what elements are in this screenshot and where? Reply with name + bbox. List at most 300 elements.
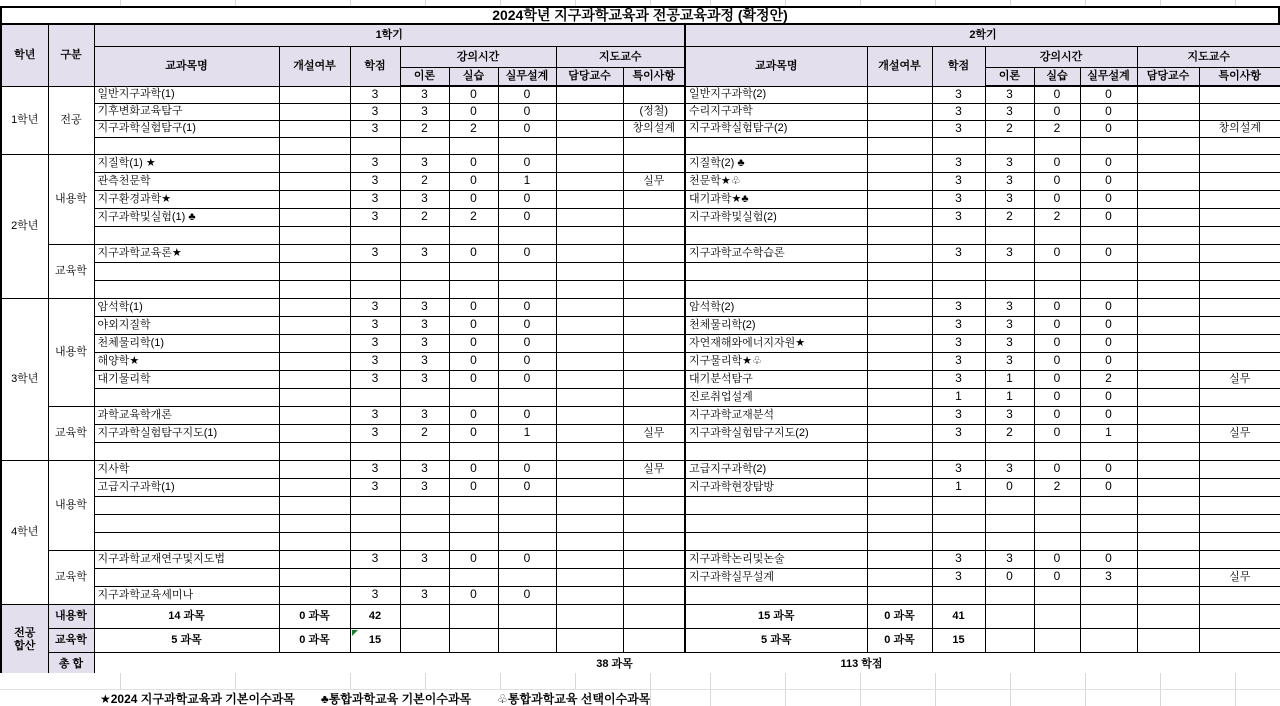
sem2-credits[interactable]: 3 [932, 208, 985, 226]
sem2-design-hours[interactable]: 0 [1080, 406, 1137, 424]
sem1-practice-hours[interactable] [449, 568, 498, 586]
sem2-practice-hours[interactable]: 0 [1034, 86, 1080, 103]
sem2-professor[interactable] [1137, 514, 1199, 532]
sem2-course-name[interactable] [685, 586, 867, 604]
sem2-offered[interactable] [867, 208, 932, 226]
sem2-design-hours[interactable] [1080, 226, 1137, 244]
sem2-credits[interactable] [932, 442, 985, 460]
sem1-theory-hours[interactable]: 3 [400, 154, 449, 172]
sem1-course-name[interactable]: 지구과학실험탐구(1) [94, 120, 279, 137]
sem1-professor[interactable] [556, 86, 623, 103]
sem1-design-hours[interactable] [498, 388, 556, 406]
sem2-practice-hours[interactable]: 0 [1034, 370, 1080, 388]
sem1-practice-hours[interactable]: 0 [449, 154, 498, 172]
sem1-course-name[interactable] [94, 388, 279, 406]
sem1-theory-hours[interactable]: 3 [400, 86, 449, 103]
summary-empty-cell[interactable] [1199, 628, 1280, 652]
sem1-note[interactable] [623, 244, 685, 262]
sem2-credits[interactable]: 3 [932, 550, 985, 568]
sem2-practice-hours[interactable]: 0 [1034, 352, 1080, 370]
sem1-theory-hours[interactable]: 3 [400, 190, 449, 208]
sem1-course-name[interactable]: 암석학(1) [94, 298, 279, 316]
sem1-offered[interactable] [279, 514, 350, 532]
sem2-theory-hours[interactable]: 3 [985, 86, 1034, 103]
sem2-practice-hours[interactable]: 0 [1034, 190, 1080, 208]
sem1-theory-hours[interactable]: 2 [400, 172, 449, 190]
summary-content-courses-s1[interactable]: 14 과목 [94, 604, 279, 628]
sem2-note[interactable] [1199, 334, 1280, 352]
sem1-credits[interactable]: 3 [350, 103, 400, 120]
sem2-offered[interactable] [867, 442, 932, 460]
sem2-offered[interactable] [867, 550, 932, 568]
sem2-theory-hours[interactable]: 3 [985, 172, 1034, 190]
sem1-professor[interactable] [556, 586, 623, 604]
sem2-note[interactable]: 실무 [1199, 424, 1280, 442]
sem2-theory-hours[interactable] [985, 586, 1034, 604]
sem1-note[interactable] [623, 154, 685, 172]
sem1-credits[interactable] [350, 568, 400, 586]
sem1-offered[interactable] [279, 406, 350, 424]
sem2-offered[interactable] [867, 120, 932, 137]
sem1-professor[interactable] [556, 496, 623, 514]
sem1-course-name[interactable]: 지구과학교육론★ [94, 244, 279, 262]
sem2-practice-hours[interactable] [1034, 442, 1080, 460]
sem1-note[interactable] [623, 316, 685, 334]
sem2-offered[interactable] [867, 370, 932, 388]
sem1-professor[interactable] [556, 406, 623, 424]
sem2-design-hours[interactable]: 0 [1080, 190, 1137, 208]
sem1-course-name[interactable]: 지구과학실험탐구지도(1) [94, 424, 279, 442]
sem1-practice-hours[interactable] [449, 514, 498, 532]
sem2-design-hours[interactable]: 0 [1080, 352, 1137, 370]
sem2-practice-hours[interactable]: 0 [1034, 154, 1080, 172]
sem1-practice-hours[interactable]: 0 [449, 550, 498, 568]
sem2-credits[interactable] [932, 137, 985, 154]
sem2-offered[interactable] [867, 298, 932, 316]
sem2-design-hours[interactable]: 0 [1080, 86, 1137, 103]
sem2-credits[interactable]: 3 [932, 154, 985, 172]
sem2-credits[interactable] [932, 532, 985, 550]
summary-empty-cell[interactable] [1034, 628, 1080, 652]
sem1-design-hours[interactable] [498, 514, 556, 532]
sem1-design-hours[interactable]: 0 [498, 103, 556, 120]
sem2-design-hours[interactable]: 0 [1080, 334, 1137, 352]
sem2-offered[interactable] [867, 226, 932, 244]
sem2-offered[interactable] [867, 514, 932, 532]
sem1-theory-hours[interactable]: 3 [400, 352, 449, 370]
sem2-design-hours[interactable]: 0 [1080, 478, 1137, 496]
sem2-course-name[interactable] [685, 280, 867, 298]
sem1-design-hours[interactable] [498, 442, 556, 460]
sem2-offered[interactable] [867, 568, 932, 586]
sem2-offered[interactable] [867, 262, 932, 280]
sem2-design-hours[interactable]: 0 [1080, 172, 1137, 190]
sem1-credits[interactable]: 3 [350, 334, 400, 352]
sem2-practice-hours[interactable] [1034, 514, 1080, 532]
sem2-professor[interactable] [1137, 86, 1199, 103]
summary-empty-cell[interactable] [449, 628, 498, 652]
sem2-credits[interactable]: 3 [932, 172, 985, 190]
sem2-note[interactable] [1199, 406, 1280, 424]
sem2-professor[interactable] [1137, 226, 1199, 244]
sem1-practice-hours[interactable]: 0 [449, 478, 498, 496]
sem1-offered[interactable] [279, 298, 350, 316]
sem1-theory-hours[interactable]: 3 [400, 370, 449, 388]
sem1-theory-hours[interactable]: 3 [400, 244, 449, 262]
sem1-course-name[interactable]: 야외지질학 [94, 316, 279, 334]
sem2-practice-hours[interactable]: 0 [1034, 298, 1080, 316]
sem2-note[interactable] [1199, 388, 1280, 406]
summary-education-offered-s2[interactable]: 0 과목 [867, 628, 932, 652]
sem2-offered[interactable] [867, 280, 932, 298]
sem1-theory-hours[interactable] [400, 226, 449, 244]
sem2-practice-hours[interactable]: 2 [1034, 478, 1080, 496]
sem2-offered[interactable] [867, 334, 932, 352]
sem2-practice-hours[interactable]: 0 [1034, 334, 1080, 352]
sem1-course-name[interactable] [94, 442, 279, 460]
sem2-credits[interactable]: 1 [932, 478, 985, 496]
sem2-practice-hours[interactable]: 0 [1034, 316, 1080, 334]
sem1-professor[interactable] [556, 388, 623, 406]
sem2-practice-hours[interactable] [1034, 280, 1080, 298]
sem2-professor[interactable] [1137, 262, 1199, 280]
sem1-offered[interactable] [279, 172, 350, 190]
sem2-note[interactable] [1199, 496, 1280, 514]
sem2-offered[interactable] [867, 154, 932, 172]
sem2-professor[interactable] [1137, 460, 1199, 478]
sem1-professor[interactable] [556, 172, 623, 190]
sem1-course-name[interactable]: 지사학 [94, 460, 279, 478]
sem1-theory-hours[interactable] [400, 514, 449, 532]
sem1-professor[interactable] [556, 532, 623, 550]
sem1-offered[interactable] [279, 442, 350, 460]
sem1-design-hours[interactable]: 0 [498, 406, 556, 424]
summary-empty-cell[interactable] [449, 604, 498, 628]
sem2-theory-hours[interactable] [985, 262, 1034, 280]
sem2-professor[interactable] [1137, 550, 1199, 568]
sem1-theory-hours[interactable]: 2 [400, 120, 449, 137]
sem2-design-hours[interactable] [1080, 514, 1137, 532]
sem2-professor[interactable] [1137, 334, 1199, 352]
sem1-credits[interactable]: 3 [350, 172, 400, 190]
sem1-course-name[interactable]: 지구과학및실험(1) ♣ [94, 208, 279, 226]
sem2-theory-hours[interactable]: 3 [985, 406, 1034, 424]
sem2-practice-hours[interactable]: 0 [1034, 244, 1080, 262]
summary-content-offered-s1[interactable]: 0 과목 [279, 604, 350, 628]
sem2-professor[interactable] [1137, 208, 1199, 226]
sem2-professor[interactable] [1137, 424, 1199, 442]
sem1-offered[interactable] [279, 226, 350, 244]
sem1-professor[interactable] [556, 514, 623, 532]
sem1-professor[interactable] [556, 334, 623, 352]
sem1-offered[interactable] [279, 262, 350, 280]
sem2-note[interactable] [1199, 86, 1280, 103]
sem2-practice-hours[interactable]: 0 [1034, 568, 1080, 586]
sem1-practice-hours[interactable]: 0 [449, 406, 498, 424]
sem2-professor[interactable] [1137, 172, 1199, 190]
summary-education-offered-s1[interactable]: 0 과목 [279, 628, 350, 652]
sem1-professor[interactable] [556, 280, 623, 298]
sem2-offered[interactable] [867, 478, 932, 496]
sem1-credits[interactable]: 3 [350, 154, 400, 172]
sem1-credits[interactable] [350, 514, 400, 532]
sem1-note[interactable] [623, 280, 685, 298]
sem2-note[interactable] [1199, 514, 1280, 532]
sem2-note[interactable]: 실무 [1199, 568, 1280, 586]
summary-empty-cell[interactable] [1137, 604, 1199, 628]
sem1-professor[interactable] [556, 262, 623, 280]
sem2-professor[interactable] [1137, 370, 1199, 388]
sem2-credits[interactable] [932, 586, 985, 604]
sem2-course-name[interactable]: 지구과학교수학습론 [685, 244, 867, 262]
sem1-design-hours[interactable]: 0 [498, 478, 556, 496]
sem1-offered[interactable] [279, 352, 350, 370]
sem1-offered[interactable] [279, 550, 350, 568]
sem1-practice-hours[interactable] [449, 532, 498, 550]
sem2-design-hours[interactable]: 2 [1080, 370, 1137, 388]
sem1-course-name[interactable]: 지구환경과학★ [94, 190, 279, 208]
sem2-professor[interactable] [1137, 442, 1199, 460]
sem1-course-name[interactable] [94, 137, 279, 154]
sem1-note[interactable] [623, 334, 685, 352]
summary-empty-cell[interactable] [623, 604, 685, 628]
sem2-theory-hours[interactable] [985, 137, 1034, 154]
sem2-note[interactable] [1199, 586, 1280, 604]
sem1-note[interactable] [623, 406, 685, 424]
summary-empty-cell[interactable] [1080, 604, 1137, 628]
sem2-theory-hours[interactable]: 3 [985, 334, 1034, 352]
sem2-offered[interactable] [867, 190, 932, 208]
sem1-practice-hours[interactable]: 2 [449, 208, 498, 226]
sem1-note[interactable] [623, 262, 685, 280]
sem2-practice-hours[interactable] [1034, 226, 1080, 244]
sem1-design-hours[interactable]: 0 [498, 154, 556, 172]
sem1-professor[interactable] [556, 244, 623, 262]
sem1-professor[interactable] [556, 352, 623, 370]
sem1-practice-hours[interactable]: 2 [449, 120, 498, 137]
sem2-theory-hours[interactable] [985, 496, 1034, 514]
sem2-course-name[interactable]: 지구과학실험탐구(2) [685, 120, 867, 137]
sem1-professor[interactable] [556, 298, 623, 316]
sem2-note[interactable] [1199, 244, 1280, 262]
sem1-credits[interactable]: 3 [350, 298, 400, 316]
sem1-credits[interactable]: 3 [350, 586, 400, 604]
sem1-design-hours[interactable]: 0 [498, 352, 556, 370]
sem2-note[interactable] [1199, 172, 1280, 190]
sem2-design-hours[interactable]: 0 [1080, 103, 1137, 120]
sem1-note[interactable] [623, 496, 685, 514]
sem2-professor[interactable] [1137, 496, 1199, 514]
sem2-course-name[interactable]: 수리지구과학 [685, 103, 867, 120]
sem1-theory-hours[interactable]: 3 [400, 103, 449, 120]
sem1-design-hours[interactable] [498, 262, 556, 280]
sem2-design-hours[interactable]: 0 [1080, 460, 1137, 478]
summary-empty-cell[interactable] [1137, 628, 1199, 652]
sem1-design-hours[interactable]: 1 [498, 172, 556, 190]
sem2-course-name[interactable]: 지질학(2) ♣ [685, 154, 867, 172]
sem2-note[interactable] [1199, 226, 1280, 244]
sem1-professor[interactable] [556, 137, 623, 154]
sem1-practice-hours[interactable] [449, 137, 498, 154]
sem1-design-hours[interactable]: 0 [498, 550, 556, 568]
sem2-professor[interactable] [1137, 280, 1199, 298]
sem1-theory-hours[interactable] [400, 442, 449, 460]
sem2-design-hours[interactable]: 0 [1080, 550, 1137, 568]
sem1-note[interactable] [623, 586, 685, 604]
sem1-note[interactable] [623, 137, 685, 154]
sem1-theory-hours[interactable]: 3 [400, 334, 449, 352]
sem2-course-name[interactable]: 고급지구과학(2) [685, 460, 867, 478]
sem1-course-name[interactable]: 관측천문학 [94, 172, 279, 190]
sem1-offered[interactable] [279, 568, 350, 586]
sem2-practice-hours[interactable]: 0 [1034, 424, 1080, 442]
sem2-offered[interactable] [867, 532, 932, 550]
sem1-theory-hours[interactable]: 2 [400, 424, 449, 442]
sem1-credits[interactable] [350, 388, 400, 406]
sem1-offered[interactable] [279, 154, 350, 172]
sem2-practice-hours[interactable] [1034, 262, 1080, 280]
sem2-course-name[interactable] [685, 137, 867, 154]
sem1-note[interactable] [623, 550, 685, 568]
sem1-professor[interactable] [556, 460, 623, 478]
sem1-course-name[interactable]: 일반지구과학(1) [94, 86, 279, 103]
sem1-note[interactable] [623, 532, 685, 550]
sem2-credits[interactable]: 3 [932, 298, 985, 316]
summary-empty-cell[interactable] [985, 604, 1034, 628]
sem1-design-hours[interactable] [498, 532, 556, 550]
sem1-credits[interactable]: 3 [350, 190, 400, 208]
sem2-theory-hours[interactable]: 3 [985, 154, 1034, 172]
sem1-note[interactable] [623, 226, 685, 244]
sem2-offered[interactable] [867, 388, 932, 406]
sem1-design-hours[interactable] [498, 568, 556, 586]
sem2-course-name[interactable]: 지구과학실무설계 [685, 568, 867, 586]
sem2-course-name[interactable]: 천체물리학(2) [685, 316, 867, 334]
sem1-theory-hours[interactable] [400, 262, 449, 280]
sem1-note[interactable] [623, 568, 685, 586]
sem2-course-name[interactable]: 지구과학교재분석 [685, 406, 867, 424]
summary-education-courses-s1[interactable]: 5 과목 [94, 628, 279, 652]
sem2-offered[interactable] [867, 86, 932, 103]
summary-empty-cell[interactable] [556, 604, 623, 628]
sem1-practice-hours[interactable]: 0 [449, 103, 498, 120]
sem1-credits[interactable]: 3 [350, 208, 400, 226]
sem2-practice-hours[interactable]: 0 [1034, 460, 1080, 478]
sem1-note[interactable] [623, 208, 685, 226]
sem1-credits[interactable]: 3 [350, 478, 400, 496]
sem2-course-name[interactable]: 암석학(2) [685, 298, 867, 316]
sem2-design-hours[interactable]: 0 [1080, 244, 1137, 262]
summary-empty-cell[interactable] [400, 604, 449, 628]
sem2-professor[interactable] [1137, 586, 1199, 604]
sem2-offered[interactable] [867, 172, 932, 190]
sem2-practice-hours[interactable]: 0 [1034, 103, 1080, 120]
sem2-note[interactable] [1199, 532, 1280, 550]
sem1-theory-hours[interactable] [400, 280, 449, 298]
sem2-theory-hours[interactable]: 1 [985, 388, 1034, 406]
sem1-credits[interactable] [350, 496, 400, 514]
sem1-professor[interactable] [556, 154, 623, 172]
sem1-practice-hours[interactable]: 0 [449, 370, 498, 388]
sem2-credits[interactable]: 3 [932, 120, 985, 137]
sem2-note[interactable] [1199, 154, 1280, 172]
sem2-course-name[interactable]: 지구과학현장탐방 [685, 478, 867, 496]
sem1-course-name[interactable]: 기후변화교육탐구 [94, 103, 279, 120]
sem2-theory-hours[interactable]: 3 [985, 190, 1034, 208]
summary-empty-cell[interactable] [1034, 604, 1080, 628]
sem2-design-hours[interactable]: 0 [1080, 388, 1137, 406]
sem2-professor[interactable] [1137, 190, 1199, 208]
sem2-practice-hours[interactable]: 0 [1034, 550, 1080, 568]
sem1-practice-hours[interactable]: 0 [449, 460, 498, 478]
sem2-design-hours[interactable]: 0 [1080, 208, 1137, 226]
sem1-note[interactable]: 실무 [623, 424, 685, 442]
sem2-course-name[interactable]: 지구과학실험탐구지도(2) [685, 424, 867, 442]
sem2-course-name[interactable]: 천문학★♧ [685, 172, 867, 190]
sem2-credits[interactable] [932, 514, 985, 532]
sem1-course-name[interactable]: 고급지구과학(1) [94, 478, 279, 496]
sem1-professor[interactable] [556, 442, 623, 460]
sem1-design-hours[interactable]: 0 [498, 370, 556, 388]
sem2-design-hours[interactable] [1080, 137, 1137, 154]
sem1-practice-hours[interactable]: 0 [449, 316, 498, 334]
sem2-design-hours[interactable] [1080, 442, 1137, 460]
sem2-offered[interactable] [867, 424, 932, 442]
summary-content-credits-s1[interactable]: 42 [350, 604, 400, 628]
sem1-theory-hours[interactable]: 3 [400, 460, 449, 478]
sem2-course-name[interactable]: 대기과학★♣ [685, 190, 867, 208]
sem1-practice-hours[interactable]: 0 [449, 244, 498, 262]
sem2-theory-hours[interactable] [985, 532, 1034, 550]
sem2-note[interactable]: 창의설계 [1199, 120, 1280, 137]
sem2-design-hours[interactable]: 3 [1080, 568, 1137, 586]
sem2-credits[interactable]: 3 [932, 568, 985, 586]
sem2-note[interactable] [1199, 550, 1280, 568]
sem2-theory-hours[interactable] [985, 226, 1034, 244]
sem2-offered[interactable] [867, 586, 932, 604]
sem1-design-hours[interactable]: 0 [498, 298, 556, 316]
sem2-credits[interactable]: 3 [932, 316, 985, 334]
sem1-professor[interactable] [556, 120, 623, 137]
sem2-note[interactable] [1199, 190, 1280, 208]
sem1-practice-hours[interactable] [449, 280, 498, 298]
sem1-professor[interactable] [556, 190, 623, 208]
sem2-practice-hours[interactable]: 2 [1034, 208, 1080, 226]
sem1-credits[interactable] [350, 442, 400, 460]
sem2-note[interactable] [1199, 442, 1280, 460]
sem1-professor[interactable] [556, 568, 623, 586]
sem2-theory-hours[interactable]: 2 [985, 208, 1034, 226]
sem1-practice-hours[interactable]: 0 [449, 298, 498, 316]
summary-content-courses-s2[interactable]: 15 과목 [685, 604, 867, 628]
sem1-note[interactable] [623, 370, 685, 388]
sem2-credits[interactable] [932, 226, 985, 244]
sem1-practice-hours[interactable] [449, 226, 498, 244]
sem1-design-hours[interactable] [498, 280, 556, 298]
sem1-note[interactable] [623, 190, 685, 208]
sem2-credits[interactable]: 3 [932, 86, 985, 103]
sem1-design-hours[interactable] [498, 496, 556, 514]
sem1-course-name[interactable]: 해양학★ [94, 352, 279, 370]
sem1-credits[interactable]: 3 [350, 244, 400, 262]
sem1-offered[interactable] [279, 424, 350, 442]
sem2-course-name[interactable] [685, 514, 867, 532]
sem2-credits[interactable]: 3 [932, 103, 985, 120]
sem1-course-name[interactable]: 대기물리학 [94, 370, 279, 388]
sem2-design-hours[interactable] [1080, 262, 1137, 280]
sem2-professor[interactable] [1137, 120, 1199, 137]
sem1-practice-hours[interactable]: 0 [449, 172, 498, 190]
